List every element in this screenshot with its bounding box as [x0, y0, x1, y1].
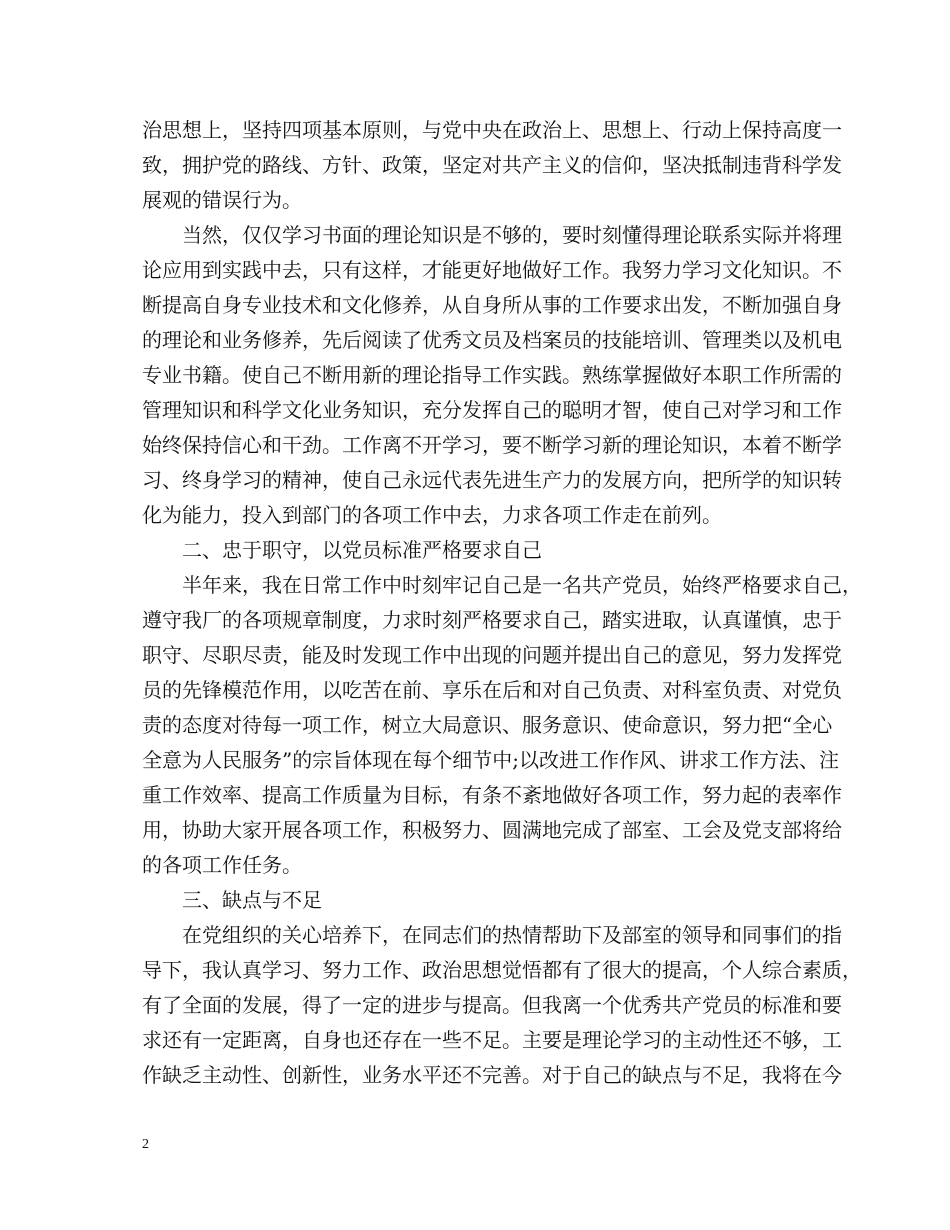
text-line: 致，拥护党的路线、方针、政策，坚定对共产主义的信仰，坚决抵制违背科学发: [142, 153, 842, 177]
text-line: 二、忠于职守，以党员标准严格要求自己: [182, 538, 542, 562]
text-line: 作缺乏主动性、创新性，业务水平还不完善。对于自己的缺点与不足，我将在今: [142, 1063, 842, 1087]
text-line: 的理论和业务修养，先后阅读了优秀文员及档案员的技能培训、管理类以及机电: [142, 328, 842, 352]
text-line: 半年来，我在日常工作中时刻牢记自己是一名共产党员，始终严格要求自己，: [182, 573, 862, 597]
text-line: 员的先锋模范作用，以吃苦在前、享乐在后和对自己负责、对科室负责、对党负: [142, 678, 842, 702]
text-line: 的各项工作任务。: [142, 853, 302, 877]
text-line: 断提高自身专业技术和文化修养，从自身所从事的工作要求出发，不断加强自身: [142, 293, 842, 317]
text-line: 求还有一定距离，自身也还存在一些不足。主要是理论学习的主动性还不够，工: [142, 1028, 842, 1052]
text-line: 当然，仅仅学习书面的理论知识是不够的，要时刻懂得理论联系实际并将理: [182, 223, 842, 247]
text-line: 在党组织的关心培养下，在同志们的热情帮助下及部室的领导和同事们的指: [182, 923, 842, 947]
text-line: 展观的错误行为。: [142, 188, 302, 212]
text-line: 治思想上，坚持四项基本原则，与党中央在政治上、思想上、行动上保持高度一: [142, 118, 842, 142]
text-line: 职守、尽职尽责，能及时发现工作中出现的问题并提出自己的意见，努力发挥党: [142, 643, 842, 667]
text-line: 责的态度对待每一项工作，树立大局意识、服务意识、使命意识，努力把“全心: [142, 713, 833, 737]
page-number: 2: [142, 1137, 149, 1152]
body-text: [142, 113, 862, 1093]
text-line: 习、终身学习的精神，使自己永远代表先进生产力的发展方向，把所学的知识转: [142, 468, 842, 492]
text-line: 有了全面的发展，得了一定的进步与提高。但我离一个优秀共产党员的标准和要: [142, 993, 842, 1017]
text-line: 化为能力，投入到部门的各项工作中去，力求各项工作走在前列。: [142, 503, 722, 527]
text-line: 专业书籍。使自己不断用新的理论指导工作实践。熟练掌握做好本职工作所需的: [142, 363, 842, 387]
text-line: 管理知识和科学文化业务知识，充分发挥自己的聪明才智，使自己对学习和工作: [142, 398, 842, 422]
text-line: 遵守我厂的各项规章制度，力求时刻严格要求自己，踏实进取，认真谨慎，忠于: [142, 608, 842, 632]
text-line: 用，协助大家开展各项工作，积极努力、圆满地完成了部室、工会及党支部将给: [142, 818, 842, 842]
text-line: 导下，我认真学习、努力工作、政治思想觉悟都有了很大的提高，个人综合素质，: [142, 958, 862, 982]
text-line: 全意为人民服务”的宗旨体现在每个细节中;以改进工作作风、讲求工作方法、注: [142, 748, 839, 772]
text-line: 论应用到实践中去，只有这样，才能更好地做好工作。我努力学习文化知识。不: [142, 258, 842, 282]
text-line: 始终保持信心和干劲。工作离不开学习，要不断学习新的理论知识，本着不断学: [142, 433, 842, 457]
text-line: 重工作效率、提高工作质量为目标，有条不紊地做好各项工作，努力起的表率作: [142, 783, 842, 807]
text-line: 三、缺点与不足: [182, 888, 322, 912]
